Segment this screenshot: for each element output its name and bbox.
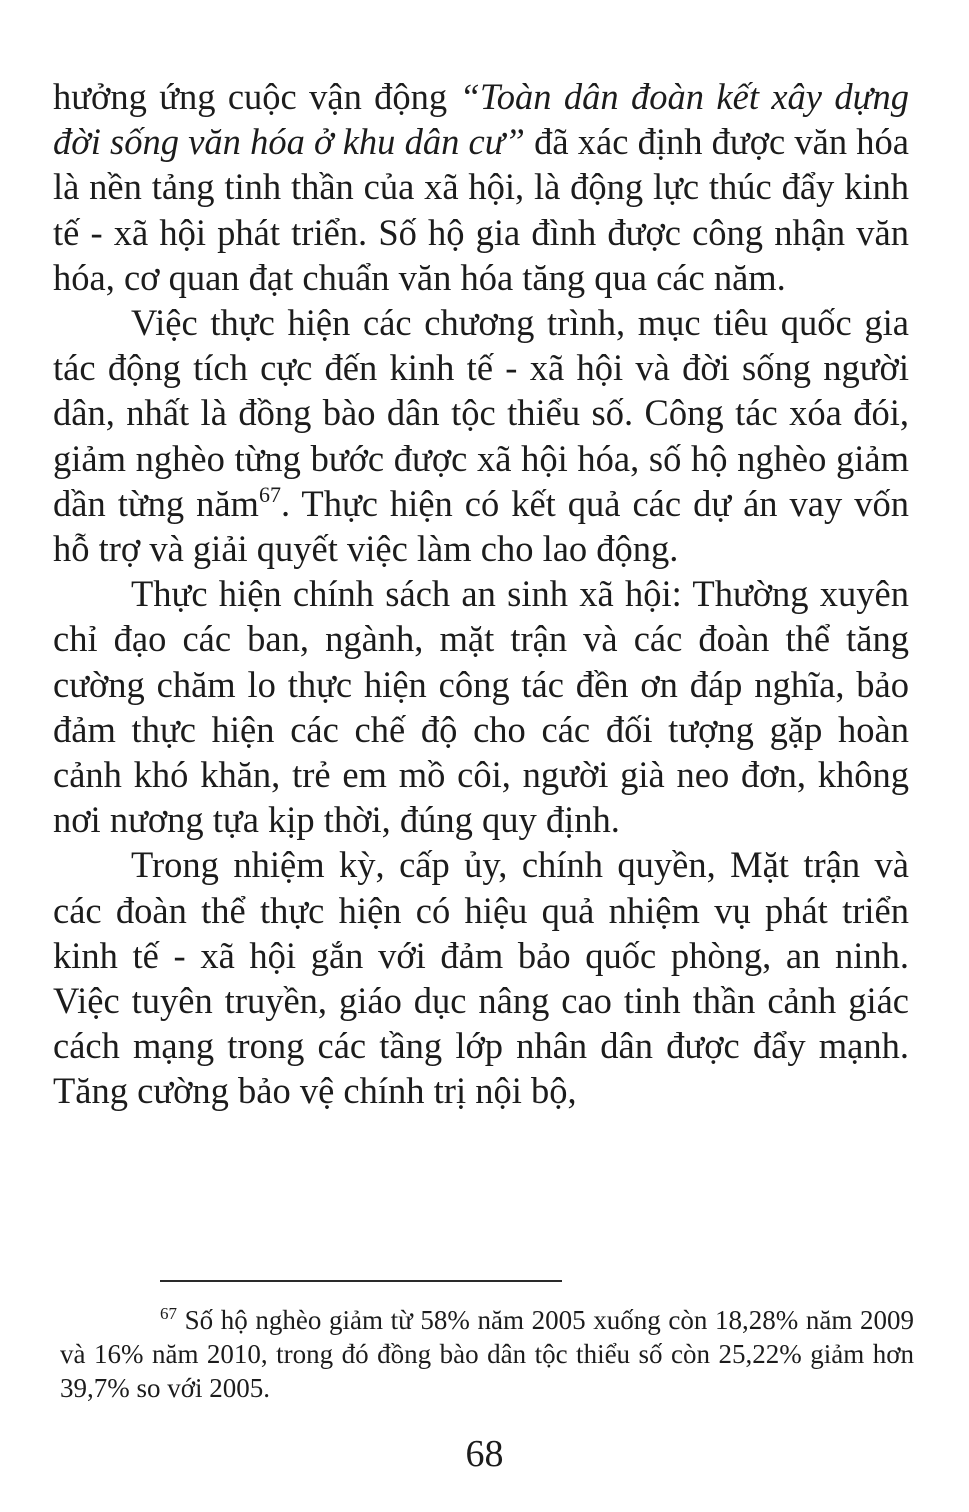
paragraph-4: Trong nhiệm kỳ, cấp ủy, chính quyền, Mặt trận và các đoàn thể thực hiện có hiệu quả nhiệm vụ phát triển kinh tế - xã hội gắn với đảm bảo quốc phòng, an ninh. Việc tuyên truyền, giáo dục nâng cao tinh thần cảnh giác cách mạng trong các tầng lớp nhân dân được đẩy mạnh. Tăng cường bảo vệ chính trị nội bộ, xyxy=(53,844,909,1112)
paragraph-2 xyxy=(53,300,909,571)
campaign-title: “Toàn dân đoàn kết xây dựng đời sống văn hóa ở khu dân cư” xyxy=(53,76,909,163)
paragraph-3: Thực hiện chính sách an sinh xã hội: Thường xuyên chỉ đạo các ban, ngành, mặt trận và các đoàn thể tăng cường chăm lo thực hiện công tác đền ơn đáp nghĩa, bảo đảm thực hiện các chế độ cho các đối tượng gặp hoàn cảnh khó khăn, trẻ em mồ côi, người già neo đơn, không nơi nương tựa kịp thời, đúng quy định. xyxy=(53,573,909,841)
footnote-number: 67 xyxy=(160,1304,177,1323)
paragraph-2-rest: . Thực hiện có kết quả các dự án vay vốn hỗ trợ và giải quyết việc làm cho lao động. xyxy=(53,482,909,570)
paragraph-1 xyxy=(53,74,909,300)
footnote-text: Số hộ nghèo giảm từ 58% năm 2005 xuống còn 18,28% năm 2009 và 16% năm 2010, trong đó đồng bào dân tộc thiểu số còn 25,22% giảm hơn 39,7% so với 2005. xyxy=(60,1305,914,1403)
footnote-reference[interactable]: 67 xyxy=(258,481,281,507)
footnote-divider xyxy=(160,1280,562,1282)
footnote xyxy=(60,1303,914,1405)
paragraph-1-lead: hưởng ứng cuộc vận động xyxy=(53,76,460,117)
paragraph-1-rest: đã xác định được văn hóa là nền tảng tinh thần của xã hội, là động lực thúc đẩy kinh tế - xã hội phát triển. Số hộ gia đình được công nhận văn hóa, cơ quan đạt chuẩn văn hóa tăng qua các năm. xyxy=(53,121,909,298)
paragraph-2-lead: Việc thực hiện các chương trình, mục tiêu quốc gia tác động tích cực đến kinh tế - xã hội và đời sống người dân, nhất là đồng bào dân tộc thiểu số. Công tác xóa đói, giảm nghèo từng bước được xã hội hóa, số hộ nghèo giảm dần từng năm xyxy=(53,302,909,524)
body-text xyxy=(53,74,909,1114)
page-number: 68 xyxy=(465,1433,504,1475)
